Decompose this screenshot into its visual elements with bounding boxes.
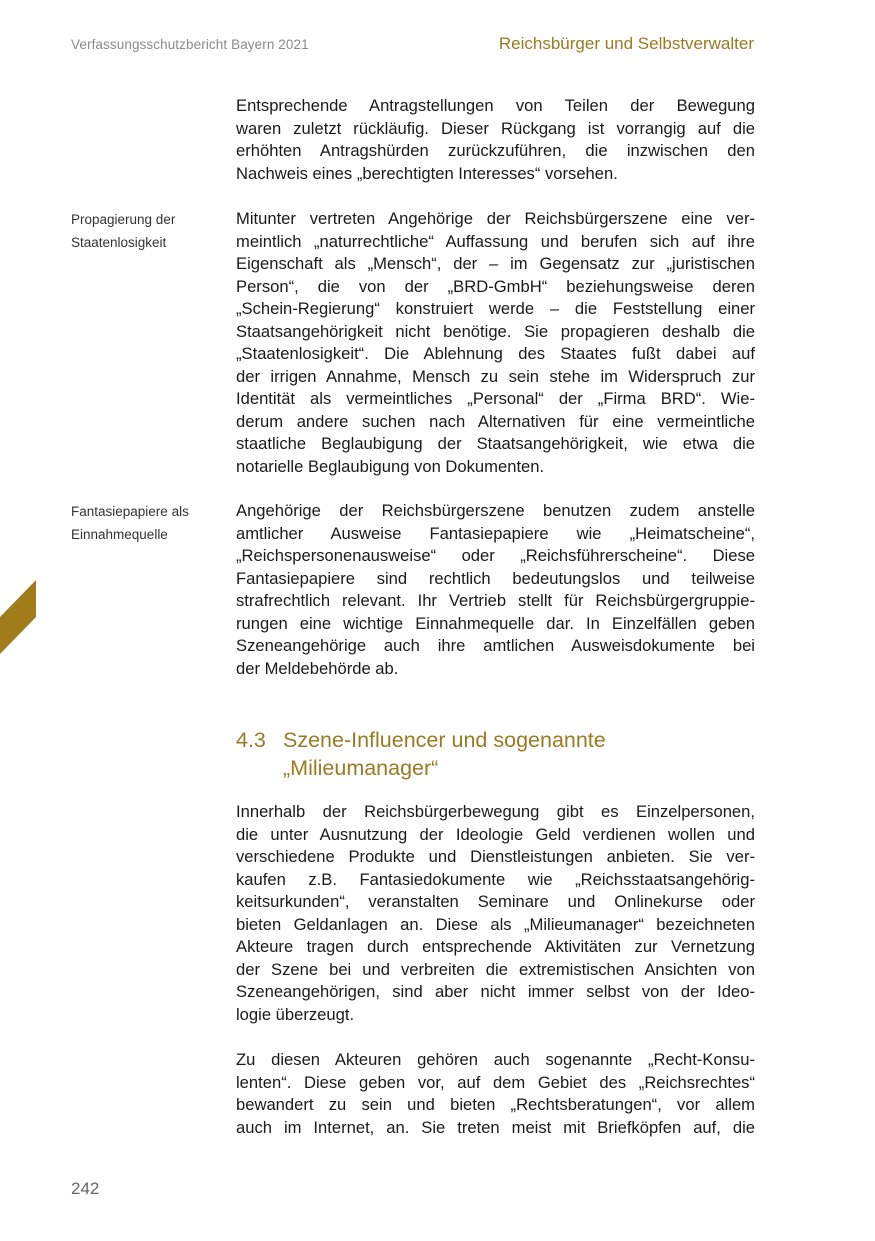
- text-line: der irrigen Annahme, Mensch zu sein stehe im Widerspruch zur: [236, 366, 755, 386]
- text-line: logie überzeugt.: [236, 1004, 355, 1024]
- section-title-line: „Milieumanager“: [283, 756, 439, 780]
- paragraph-recht-konsulenten: [236, 1049, 755, 1139]
- text-line: auch im Internet, an. Sie treten meist mit Briefköpfen auf, die: [236, 1117, 755, 1137]
- chapter-tab-marker: [0, 580, 36, 654]
- text-line: Nachweis eines „berechtigten Interesses“ vorsehen.: [236, 163, 618, 183]
- text-line: Szeneangehörigen, sind aber nicht immer selbst von der Ideo-: [236, 982, 755, 1001]
- text-line: waren zuletzt rückläufig. Dieser Rückgang ist vorrangig auf die: [236, 118, 755, 138]
- margin-note-line: Fantasiepapiere als: [71, 504, 189, 519]
- margin-note-line: Propagierung der: [71, 212, 176, 227]
- text-line: bieten Geldanlagen an. Diese als „Milieumanager“ bezeichneten: [236, 914, 755, 934]
- text-line: derum andere suchen nach Alternativen für eine vermeintliche: [236, 411, 755, 431]
- margin-note-line: Staatenlosigkeit: [71, 234, 167, 250]
- text-line: bewandert zu sein und bieten „Rechtsberatungen“, vor allem: [236, 1095, 755, 1114]
- running-header-left: Verfassungsschutzbericht Bayern 2021: [71, 37, 309, 52]
- text-line: „Staatenlosigkeit“. Die Ablehnung des Staates fußt dabei auf: [236, 344, 755, 363]
- text-line: lenten“. Diese geben vor, auf dem Gebiet des „Reichsrechtes“: [236, 1072, 755, 1092]
- text-line: verschiedene Produkte und Dienstleistungen anbieten. Sie ver-: [236, 847, 755, 866]
- section-title-line: Szene-Influencer und sogenannte: [283, 728, 606, 752]
- text-line: „Schein-Regierung“ konstruiert werde – die Feststellung einer: [236, 299, 755, 318]
- text-line: Zu diesen Akteuren gehören auch sogenannte „Recht-Konsu-: [236, 1050, 755, 1069]
- text-line: meintlich „naturrechtliche“ Auffassung und berufen sich auf ihre: [236, 231, 755, 251]
- text-line: staatliche Beglaubigung der Staatsangehörigkeit, wie etwa die: [236, 434, 755, 453]
- text-line: Mitunter vertreten Angehörige der Reichsbürgerszene eine ver-: [236, 209, 755, 228]
- text-line: Innerhalb der Reichsbürgerbewegung gibt es Einzelpersonen,: [236, 802, 755, 821]
- text-line: kaufen z.B. Fantasiedokumente wie „Reichsstaatsangehörig-: [236, 869, 755, 889]
- text-line: strafrechtlich relevant. Ihr Vertrieb stellt für Reichsbürgergruppie-: [236, 591, 755, 610]
- page-number: 242: [71, 1179, 100, 1198]
- text-line: Identität als vermeintliches „Personal“ der „Firma BRD“. Wie-: [236, 389, 755, 408]
- text-line: rungen eine wichtige Einnahmequelle dar. In Einzelfällen geben: [236, 613, 755, 633]
- text-line: erhöhten Antragshürden zurückzuführen, die inzwischen den: [236, 141, 755, 160]
- text-line: Angehörige der Reichsbürgerszene benutzen zudem anstelle: [236, 501, 755, 520]
- text-line: Akteure tragen durch entsprechende Aktivitäten zur Vernetzung: [236, 937, 755, 956]
- paragraph-staatenlosigkeit: [236, 208, 755, 478]
- text-line: Staatsangehörigkeit nicht benötige. Sie propagieren deshalb die: [236, 321, 755, 341]
- text-line: amtlicher Ausweise Fantasiepapiere wie „Heimatscheine“,: [236, 523, 755, 543]
- paragraph-antragstellungen: [236, 95, 755, 185]
- margin-note-line: Einnahmequelle: [71, 526, 168, 542]
- text-line: notarielle Beglaubigung von Dokumenten.: [236, 456, 545, 476]
- running-header-right: Reichsbürger und Selbstverwalter: [498, 34, 754, 53]
- paragraph-milieumanager: [236, 801, 755, 1026]
- text-line: „Reichspersonenausweise“ oder „Reichsführerscheine“. Diese: [236, 546, 755, 565]
- text-line: der Meldebehörde ab.: [236, 658, 399, 678]
- section-heading: [236, 727, 755, 783]
- text-line: Fantasiepapiere sind rechtlich bedeutungslos und teilweise: [236, 568, 755, 588]
- text-line: der Szene bei und verbreiten die extremistischen Ansichten von: [236, 959, 755, 979]
- text-line: Eigenschaft als „Mensch“, der – im Gegensatz zur „juristischen: [236, 254, 755, 273]
- text-line: die unter Ausnutzung der Ideologie Geld verdienen wollen und: [236, 824, 755, 844]
- paragraph-fantasiepapiere: [236, 500, 755, 680]
- margin-note-fantasiepapiere: [71, 501, 221, 546]
- text-line: keitsurkunden“, veranstalten Seminare und Onlinekurse oder: [236, 892, 755, 911]
- text-line: Szeneangehörige auch ihre amtlichen Ausweisdokumente bei: [236, 636, 755, 655]
- text-line: Person“, die von der „BRD-GmbH“ beziehungsweise deren: [236, 276, 755, 296]
- margin-note-propagierung: [71, 209, 221, 254]
- text-line: Entsprechende Antragstellungen von Teilen der Bewegung: [236, 96, 755, 115]
- section-number: 4.3: [236, 728, 266, 752]
